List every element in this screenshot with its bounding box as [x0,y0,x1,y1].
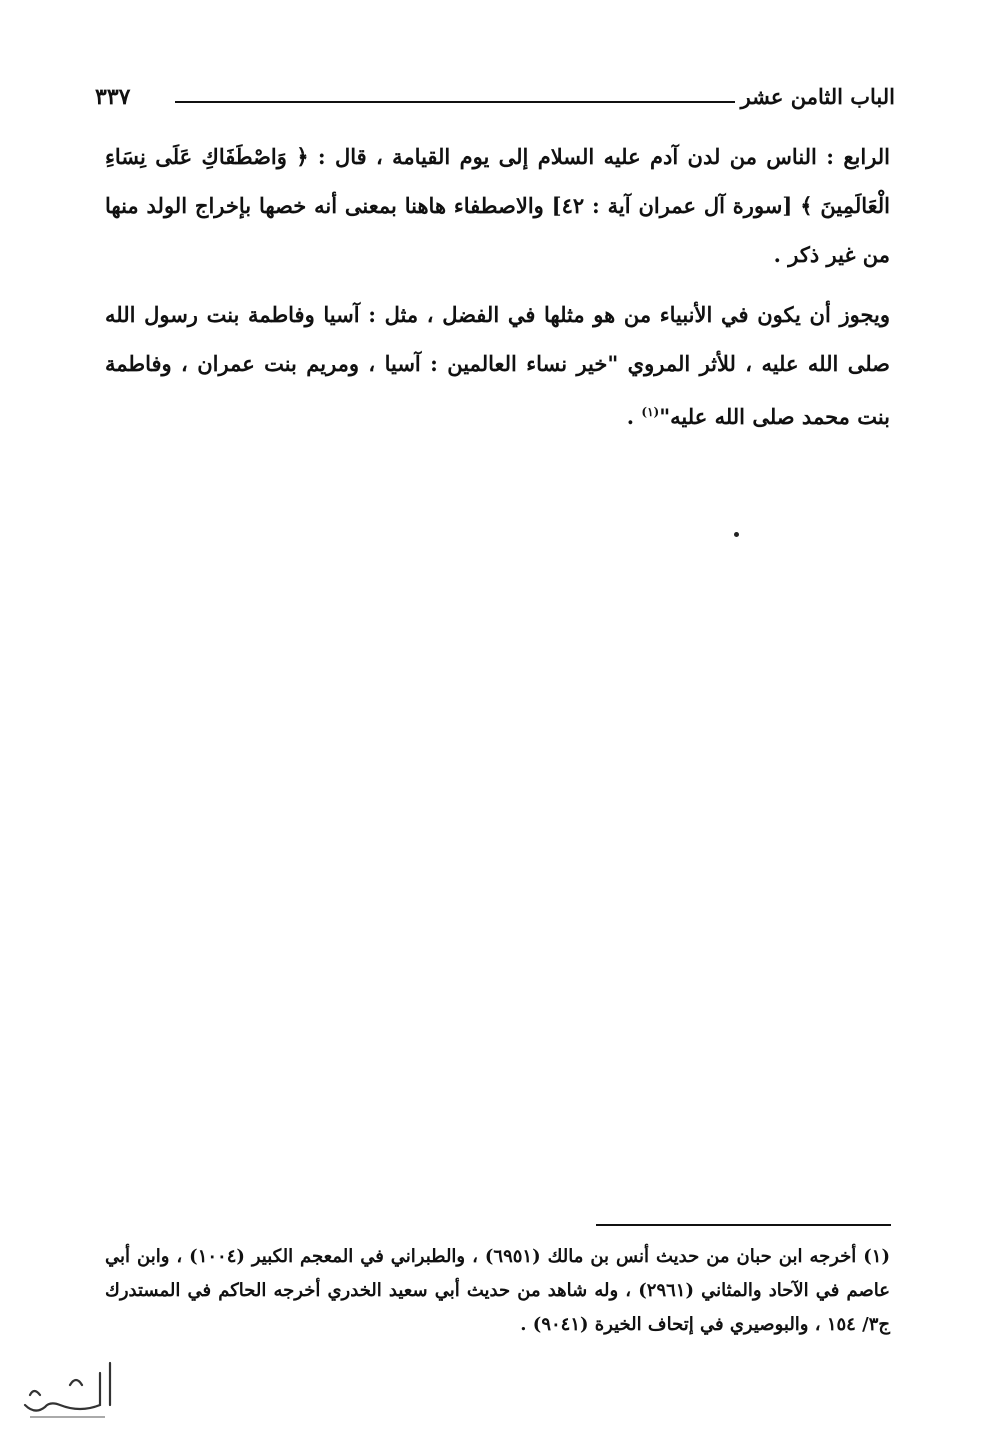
footnote-1: (١) أخرجه ابن حبان من حديث أنس بن مالك (٦٩٥١) ، والطبراني في المعجم الكبير (١٠٠٤) ، وابن أبي عاصم في الآحاد والمثاني (٢٩٦١) ، وله شاهد من حديث أبي سعيد الخدري أخرجه الحاكم في المستدرك ج٣/ ١٥٤ ، والبوصيري في إتحاف الخيرة (٩٠٤١) . [105,1246,890,1335]
chapter-title: الباب الثامن عشر [740,84,895,109]
footnote-marker: (١) [641,405,660,419]
paragraph-1-intro: الرابع : الناس من لدن آدم عليه السلام إلى يوم القيامة ، قال : [308,144,891,169]
footnotes [105,1240,890,1342]
page-header [95,84,895,124]
paragraph-1-explanation: والاصطفاء هاهنا بمعنى أنه خصها بإخراج الولد منها من غير ذكر . [105,193,890,267]
paragraph-2-text: ويجوز أن يكون في الأنبياء من هو مثلها في الفضل ، مثل : آسيا وفاطمة بنت رسول الله صلى الله عليه ، للأثر المروي "خير نساء العالمين : آسيا ، ومريم بنت عمران ، وفاطمة بنت محمد صلى الله عليه" [105,302,890,429]
footnote-rule [596,1224,891,1226]
quran-open-bracket: ﴿ [296,144,309,169]
paragraph-2 [105,290,890,441]
watermark-logo [10,1355,120,1425]
quran-verse: وَاصْطَفَاكِ عَلَى نِسَاءِ الْعَالَمِينَ [105,144,891,218]
page-number: ٣٣٧ [95,84,131,110]
quran-close-bracket: ﴾ [800,193,813,218]
paragraph-2-end: . [626,404,642,429]
surah-reference: [سورة آل عمران آية : ٤٢] [543,193,801,218]
header-rule [175,101,735,103]
paragraph-1 [105,132,890,279]
stray-dot [734,532,739,537]
